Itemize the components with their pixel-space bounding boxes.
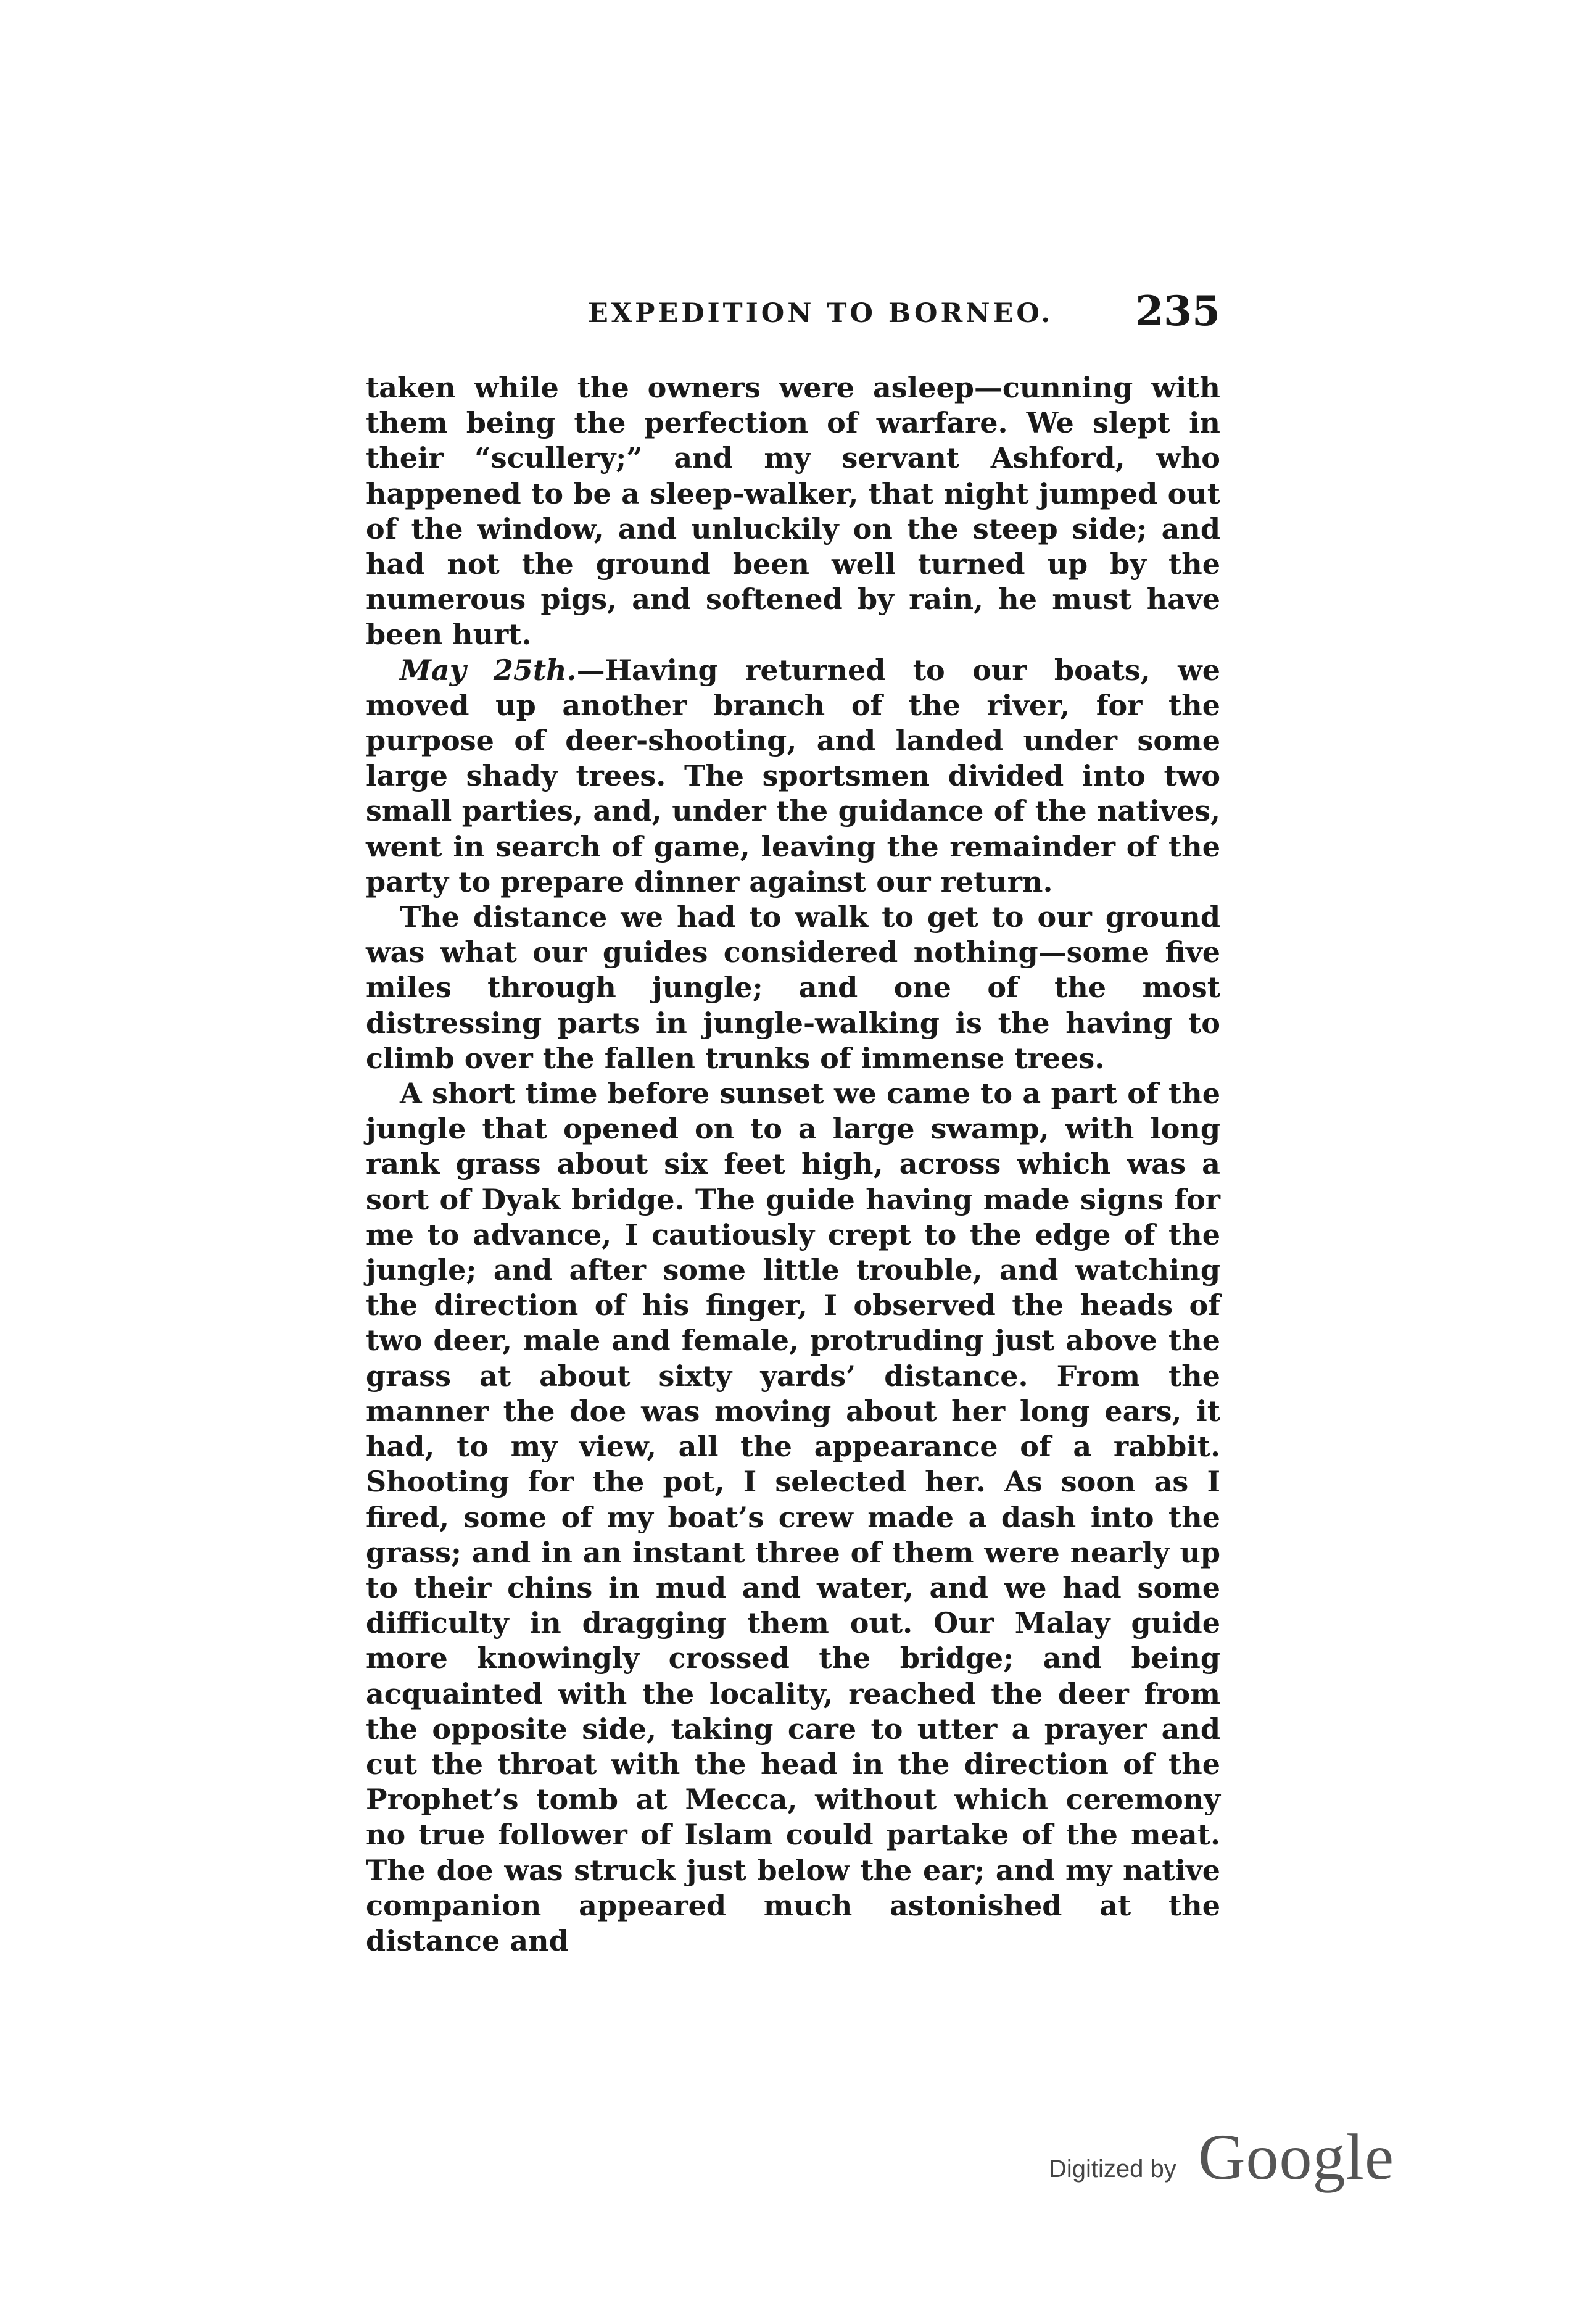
watermark-prefix: Digitized by: [1049, 2155, 1176, 2183]
body-text: [366, 370, 1220, 1959]
paragraph: [366, 653, 1220, 900]
paragraph-text: —Having returned to our boats, we moved up another branch of the river, for the purpose of deer-shooting, and landed under some large shady trees. The sportsmen divided into two small parties, and, under the guidance of the natives, went in search of game, leaving the remainder of the party to prepare dinner against our return.: [366, 653, 1220, 898]
running-header: [366, 287, 1220, 342]
paragraph: A short time before sunset we came to a part of the jungle that opened on to a large swamp, with long rank grass about six feet high, across which was a sort of Dyak bridge. The guide having made signs for me to advance, I cautiously crept to the edge of the jungle; and after some little trouble, and watching the direction of his finger, I observed the heads of two deer, male and female, protruding just above the grass at about sixty yards’ distance. From the manner the doe was moving about her long ears, it had, to my view, all the appearance of a rabbit. Shooting for the pot, I selected her. As soon as I fired, some of my boat’s crew made a dash into the grass; and in an instant three of them were nearly up to their chins in mud and water, and we had some difficulty in dragging them out. Our Malay guide more knowingly crossed the bridge; and being acquainted with the locality, reached the deer from the opposite side, taking care to utter a prayer and cut the throat with the head in the direction of the Prophet’s tomb at Mecca, without which ceremony no true follower of Islam could partake of the meat. The doe was struck just below the ear; and my native companion appeared much astonished at the distance and: [366, 1077, 1220, 1957]
digitized-by-google-watermark: [1049, 2120, 1394, 2200]
running-title: EXPEDITION TO BORNEO.: [588, 298, 1054, 329]
google-logo: Google: [1198, 2121, 1395, 2193]
date-lead: May 25th.: [400, 653, 577, 687]
paragraph: taken while the owners were asleep—cunning with them being the perfection of warfare. We slept in their “scullery;” and my servant Ashford, who happened to be a sleep-walker, that night jumped out of the window, and unluckily on the steep side; and had not the ground been well turned up by the numerous pigs, and softened by rain, he must have been hurt.: [366, 371, 1220, 652]
page-number: 235: [1135, 287, 1220, 335]
paragraph: The distance we had to walk to get to our ground was what our guides considered nothing—some five miles through jungle; and one of the most distressing parts in jungle-walking is the having to climb over the fallen trunks of immense trees.: [366, 900, 1220, 1075]
